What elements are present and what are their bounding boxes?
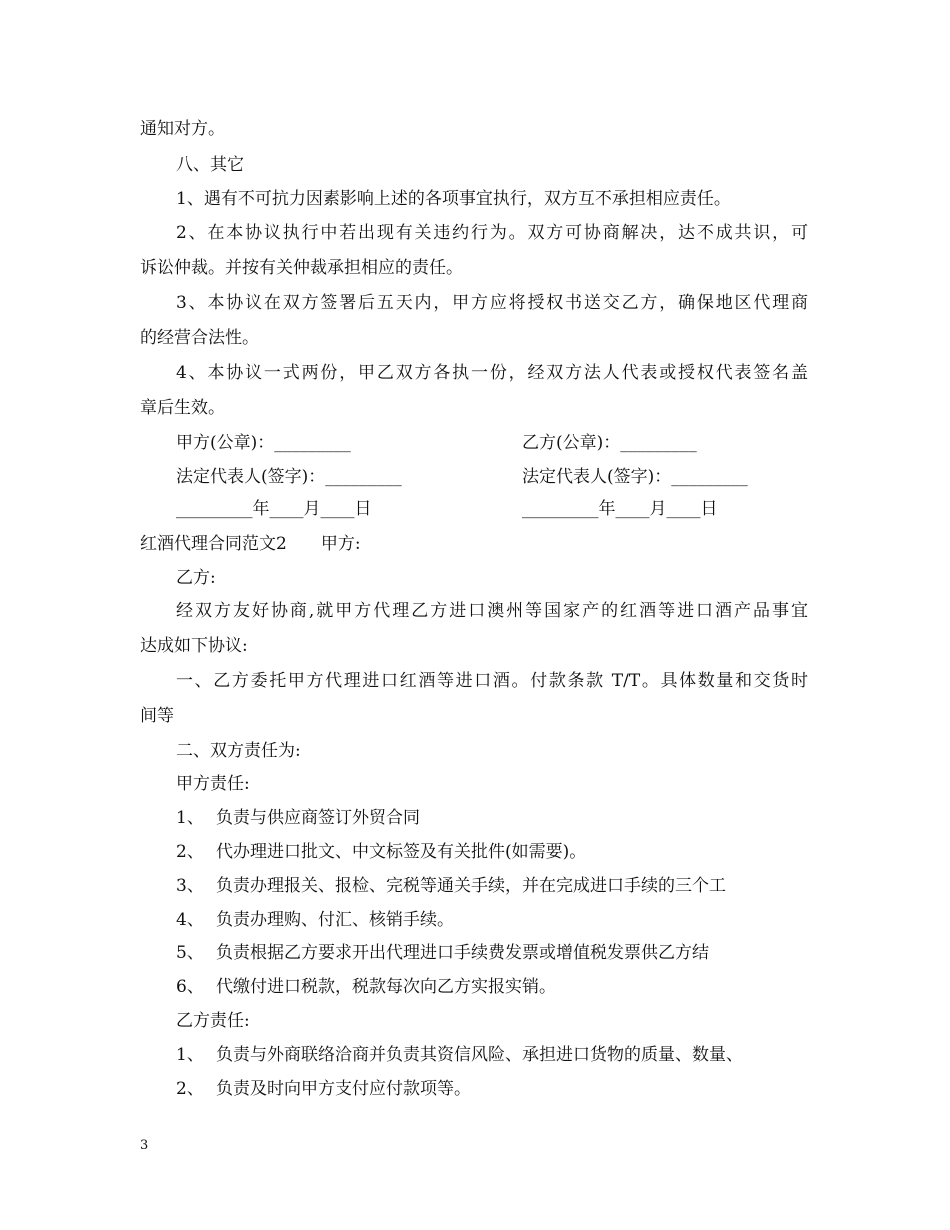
clause-text: 2、在本协议执行中若出现有关违约行为。双方可协商解决，达不成共识，可 [176, 223, 808, 243]
section-title: 八、其它 [176, 155, 244, 175]
list-item-text: 负责与外商联络洽商并负责其资信风险、承担进口货物的质量、数量、 [216, 1045, 743, 1065]
list-item-text: 负责办理报关、报检、完税等通关手续，并在完成进口手续的三个工 [216, 876, 726, 896]
clause-text: 一、乙方委托甲方代理进口红酒等进口酒。付款条款 T/T。具体数量和交货时 [176, 671, 808, 691]
party-b-seal: 乙方(公章)：_________ [522, 433, 697, 453]
list-item-number: 5、 [176, 943, 204, 963]
clause-text: 3、本协议在双方签署后五天内，甲方应将授权书送交乙方，确保地区代理商 [176, 293, 808, 313]
list-item-text: 负责根据乙方要求开出代理进口手续费发票或增值税发票供乙方结 [216, 943, 709, 963]
party-a-representative: 法定代表人(签字)：_________ [176, 467, 402, 487]
contract-heading: 红酒代理合同范文2 甲方: [140, 534, 361, 554]
party-b-date: _________年____月____日 [522, 499, 718, 519]
clause-text: 的经营合法性。 [140, 328, 259, 348]
list-item-number: 6、 [176, 977, 204, 997]
list-item-number: 3、 [176, 876, 204, 896]
intro-text: 达成如下协议: [140, 636, 248, 656]
list-item-text: 负责与供应商签订外贸合同 [216, 808, 420, 828]
party-b-line: 乙方: [176, 568, 216, 588]
clause-text: 章后生效。 [140, 398, 225, 418]
clause-text: 诉讼仲裁。并按有关仲裁承担相应的责任。 [140, 258, 463, 278]
party-b-duty-title: 乙方责任: [176, 1011, 250, 1031]
list-item-number: 2、 [176, 842, 204, 862]
party-a-date: _________年____月____日 [176, 499, 372, 519]
paragraph-continuation: 通知对方。 [140, 119, 225, 139]
list-item-number: 2、 [176, 1079, 204, 1099]
section-title: 二、双方责任为: [176, 741, 301, 761]
party-a-duty-title: 甲方责任: [176, 774, 250, 794]
party-b-representative: 法定代表人(签字)：_________ [522, 467, 748, 487]
page-number: 3 [140, 1138, 149, 1153]
clause-text: 间等 [140, 706, 174, 726]
list-item-number: 1、 [176, 808, 204, 828]
clause-text: 1、遇有不可抗力因素影响上述的各项事宜执行，双方互不承担相应责任。 [176, 189, 731, 209]
clause-text: 4、本协议一式两份，甲乙双方各执一份，经双方法人代表或授权代表签名盖 [176, 363, 808, 383]
list-item-number: 4、 [176, 910, 204, 930]
list-item-number: 1、 [176, 1045, 204, 1065]
list-item-text: 负责及时向甲方支付应付款项等。 [216, 1079, 471, 1099]
intro-text: 经双方友好协商,就甲方代理乙方进口澳州等国家产的红酒等进口酒产品事宜 [176, 601, 808, 621]
list-item-text: 代办理进口批文、中文标签及有关批件(如需要)。 [216, 842, 587, 862]
list-item-text: 负责办理购、付汇、核销手续。 [216, 910, 454, 930]
list-item-text: 代缴付进口税款，税款每次向乙方实报实销。 [216, 977, 556, 997]
party-a-seal: 甲方(公章)：_________ [176, 433, 351, 453]
